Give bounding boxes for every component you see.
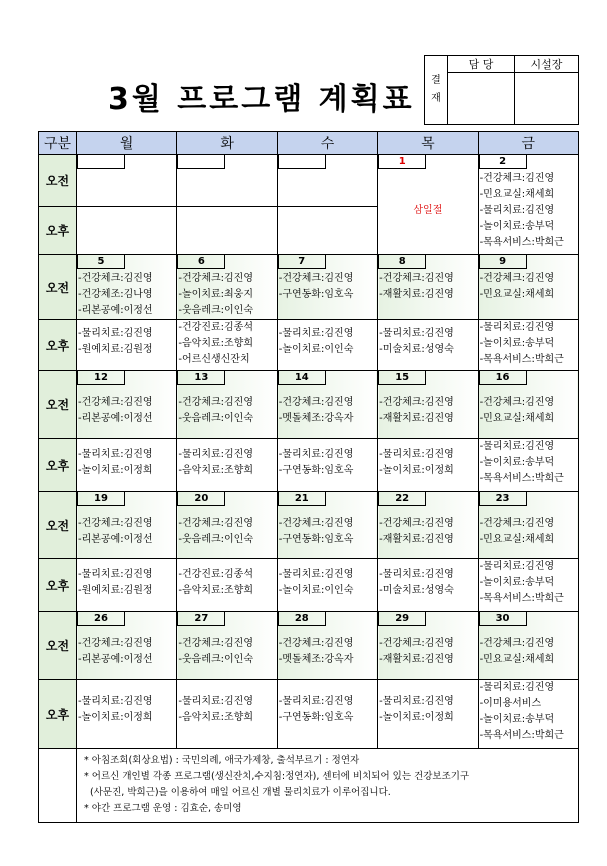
program-line: -물리치료:김진영 <box>479 322 555 333</box>
date-box: 23 <box>479 492 527 506</box>
program-line: -물리치료:김진영 <box>278 569 354 580</box>
program-line: -건강체크:김진영 <box>379 397 454 408</box>
program-line: -놀이치료:이정희 <box>379 712 454 723</box>
approval-side-label: 결 재 <box>425 56 448 125</box>
program-line: -민요교실:채세희 <box>479 413 555 424</box>
date-box: 26 <box>77 612 125 626</box>
program-line: -구연동화:임호옥 <box>278 465 354 476</box>
day-cell <box>378 439 478 492</box>
day-cell <box>177 559 277 612</box>
week4-pm-row <box>39 559 579 612</box>
program-line: -놀이치료:이정희 <box>78 465 153 476</box>
program-line: -건강체크:김진영 <box>178 397 253 408</box>
program-line: -민요교실:채세희 <box>479 534 555 545</box>
program-line: -민요교실:채세희 <box>479 654 555 665</box>
date-box <box>177 155 225 169</box>
day-cell <box>378 612 478 680</box>
program-line: -물리치료:김진영 <box>479 682 555 693</box>
program-line: -물리치료:김진영 <box>78 696 153 707</box>
week4-am-row <box>39 492 579 559</box>
day-cell <box>77 612 177 680</box>
note-line: (사문진, 박희근)을 이용하여 매일 어르신 개별 물리치료가 이루어집니다. <box>84 787 391 798</box>
program-line: -건강체크:김진영 <box>278 638 354 649</box>
day-cell <box>177 492 277 559</box>
notes-cell <box>77 749 579 823</box>
program-line: -물리치료:김진영 <box>278 449 354 460</box>
program-line: -건강체크:김진영 <box>278 273 354 284</box>
date-box <box>77 155 125 169</box>
header-wed: 수 <box>277 132 377 155</box>
program-line: -웃음레크:이인숙 <box>178 413 253 424</box>
day-cell <box>478 559 578 612</box>
day-cell <box>77 439 177 492</box>
date-box: 27 <box>177 612 225 626</box>
program-line: -웃음레크:이인숙 <box>178 534 253 545</box>
header-gubun: 구분 <box>39 132 77 155</box>
program-line: -멧돌체조:강옥자 <box>278 654 354 665</box>
program-line: -구연동화:임호옥 <box>278 712 354 723</box>
notes-label <box>39 749 77 823</box>
program-line: -웃음레크:이인숙 <box>178 654 253 665</box>
program-line: -건강체크:김진영 <box>379 638 454 649</box>
week1-am-row <box>39 155 579 207</box>
date-box: 12 <box>77 371 125 385</box>
row-label-am: 오전 <box>39 255 77 320</box>
program-line: -물리치료:김진영 <box>78 449 153 460</box>
program-line: -물리치료:김진영 <box>379 449 454 460</box>
program-line: -민요교실:채세희 <box>479 289 555 300</box>
program-line: -목욕서비스:박희근 <box>479 593 564 604</box>
program-line: -구연동화:임호옥 <box>278 534 354 545</box>
date-box: 29 <box>378 612 426 626</box>
row-label-am: 오전 <box>39 492 77 559</box>
program-line: -재활치료:김진영 <box>379 289 454 300</box>
program-line: -물리치료:김진영 <box>479 205 555 216</box>
program-line: -물리치료:김진영 <box>379 696 454 707</box>
program-line: -건강체조:김나영 <box>78 289 153 300</box>
holiday-cell <box>378 155 478 255</box>
day-cell <box>378 255 478 320</box>
week2-pm-row <box>39 320 579 371</box>
program-line: -건강체크:김진영 <box>479 638 555 649</box>
program-line: -건강체크:김진영 <box>178 273 253 284</box>
header-tue: 화 <box>177 132 277 155</box>
program-line: -건강체크:김진영 <box>78 638 153 649</box>
day-cell <box>478 439 578 492</box>
program-line: -어르신생신잔치 <box>178 354 250 365</box>
approval-sign-staff <box>448 73 515 125</box>
row-label-am: 오전 <box>39 612 77 680</box>
row-label-pm: 오후 <box>39 680 77 749</box>
program-line: -웃음레크:이인숙 <box>178 305 253 316</box>
program-line: -물리치료:김진영 <box>178 696 253 707</box>
program-line: -놀이치료:이정희 <box>78 712 153 723</box>
day-cell <box>478 492 578 559</box>
row-label-am: 오전 <box>39 371 77 439</box>
date-box: 19 <box>77 492 125 506</box>
program-line: -놀이치료:송부덕 <box>479 221 555 232</box>
program-line: -건강체크:김진영 <box>78 397 153 408</box>
program-line: -멧돌체조:강옥자 <box>278 413 354 424</box>
date-box: 22 <box>378 492 426 506</box>
program-line: -놀이치료:송부덕 <box>479 457 555 468</box>
day-cell <box>378 559 478 612</box>
program-line: -재활치료:김진영 <box>379 534 454 545</box>
day-cell <box>77 155 177 207</box>
day-cell <box>177 255 277 320</box>
program-line: -건강체크:김진영 <box>479 518 555 529</box>
date-box: 28 <box>278 612 326 626</box>
program-line: -건강체크:김진영 <box>479 173 555 184</box>
program-line: -리본공예:이정선 <box>78 654 153 665</box>
day-cell <box>277 439 377 492</box>
day-cell <box>277 255 377 320</box>
program-line: -민요교실:채세희 <box>479 189 555 200</box>
day-cell <box>77 255 177 320</box>
day-cell <box>478 680 578 749</box>
note-line: * 야간 프로그램 운영 : 김효순, 송미영 <box>84 803 242 814</box>
page-title: 3월 프로그램 계획표 <box>108 82 415 117</box>
date-box: 30 <box>479 612 527 626</box>
program-line: -음악치료:조향희 <box>178 712 253 723</box>
notes-row <box>39 749 579 823</box>
program-line: -리본공예:이정선 <box>78 305 153 316</box>
program-line: -음악치료:조향희 <box>178 338 253 349</box>
schedule-table <box>38 131 579 823</box>
program-line: -건강체크:김진영 <box>178 518 253 529</box>
day-cell <box>478 155 578 255</box>
program-line: -목욕서비스:박희근 <box>479 473 564 484</box>
approval-col-staff: 담 당 <box>448 56 515 73</box>
day-cell <box>77 492 177 559</box>
program-line: -건강체크:김진영 <box>78 273 153 284</box>
row-label-pm: 오후 <box>39 559 77 612</box>
holiday-label: 삼일절 <box>413 205 443 216</box>
program-line: -놀이치료:이인숙 <box>278 344 354 355</box>
day-cell <box>77 371 177 439</box>
program-line: -구연동화:임호옥 <box>278 289 354 300</box>
day-cell <box>277 320 377 371</box>
row-label-pm: 오후 <box>39 207 77 255</box>
program-line: -목욕서비스:박희근 <box>479 237 564 248</box>
row-label-am: 오전 <box>39 155 77 207</box>
program-line: -놀이치료:송부덕 <box>479 338 555 349</box>
program-line: -리본공예:이정선 <box>78 413 153 424</box>
day-cell <box>277 371 377 439</box>
program-line: -건강체크:김진영 <box>379 518 454 529</box>
header-thu: 목 <box>378 132 478 155</box>
date-box: 8 <box>378 255 426 269</box>
day-cell <box>177 155 277 207</box>
date-box: 20 <box>177 492 225 506</box>
approval-sign-director <box>515 73 579 125</box>
day-cell <box>277 207 377 255</box>
program-line: -건강체크:김진영 <box>479 273 555 284</box>
day-cell <box>177 439 277 492</box>
program-line: -물리치료:김진영 <box>78 328 153 339</box>
row-label-pm: 오후 <box>39 439 77 492</box>
program-line: -재활치료:김진영 <box>379 413 454 424</box>
approval-box <box>424 55 579 125</box>
day-cell <box>77 680 177 749</box>
day-cell <box>378 371 478 439</box>
date-box: 6 <box>177 255 225 269</box>
header-fri: 금 <box>478 132 578 155</box>
note-line: * 아침조회(회상요법) : 국민의례, 애국가제창, 출석부르기 : 정연자 <box>84 755 360 766</box>
day-cell <box>177 371 277 439</box>
week5-am-row <box>39 612 579 680</box>
date-box: 13 <box>177 371 225 385</box>
program-line: -물리치료:김진영 <box>379 328 454 339</box>
program-line: -목욕서비스:박희근 <box>479 730 564 741</box>
week3-am-row <box>39 371 579 439</box>
date-box: 1 <box>378 155 426 169</box>
day-cell <box>478 612 578 680</box>
program-line: -건강체크:김진영 <box>379 273 454 284</box>
program-line: -놀이치료:송부덕 <box>479 577 555 588</box>
day-cell <box>177 612 277 680</box>
day-cell <box>378 320 478 371</box>
program-line: -음악치료:조향희 <box>178 585 253 596</box>
program-line: -이미용서비스 <box>479 698 542 709</box>
date-box: 21 <box>278 492 326 506</box>
program-line: -원예치료:김원정 <box>78 585 153 596</box>
date-box: 9 <box>479 255 527 269</box>
day-cell <box>177 207 277 255</box>
program-line: -건강체크:김진영 <box>278 397 354 408</box>
program-line: -건강체크:김진영 <box>78 518 153 529</box>
program-line: -놀이치료:이인숙 <box>278 585 354 596</box>
day-cell <box>177 680 277 749</box>
program-line: -놀이치료:이정희 <box>379 465 454 476</box>
program-line: -물리치료:김진영 <box>278 328 354 339</box>
day-cell <box>77 207 177 255</box>
day-cell <box>277 559 377 612</box>
date-box: 7 <box>278 255 326 269</box>
day-cell <box>378 492 478 559</box>
date-box: 5 <box>77 255 125 269</box>
program-line: -물리치료:김진영 <box>78 569 153 580</box>
program-line: -미술치료:성영숙 <box>379 344 454 355</box>
date-box: 16 <box>479 371 527 385</box>
day-cell <box>277 612 377 680</box>
day-cell <box>277 492 377 559</box>
program-line: -물리치료:김진영 <box>479 561 555 572</box>
program-line: -목욕서비스:박희근 <box>479 354 564 365</box>
program-line: -리본공예:이정선 <box>78 534 153 545</box>
day-cell <box>177 320 277 371</box>
program-line: -재활치료:김진영 <box>379 654 454 665</box>
week5-pm-row <box>39 680 579 749</box>
program-line: -건강진료:김종석 <box>178 322 253 333</box>
date-box <box>278 155 326 169</box>
row-label-pm: 오후 <box>39 320 77 371</box>
day-cell <box>277 680 377 749</box>
program-line: -물리치료:김진영 <box>479 441 555 452</box>
program-line: -음악치료:조향희 <box>178 465 253 476</box>
day-cell <box>77 320 177 371</box>
program-line: -물리치료:김진영 <box>178 449 253 460</box>
program-line: -건강체크:김진영 <box>479 397 555 408</box>
day-cell <box>277 155 377 207</box>
day-cell <box>478 371 578 439</box>
program-line: -건강진료:김종석 <box>178 569 253 580</box>
note-line: * 어르신 개인별 각종 프로그램(생신잔치,수지침:정연자), 센터에 비치되어 있는 건강보조기구 <box>84 771 470 782</box>
day-cell <box>378 680 478 749</box>
header-row <box>39 132 579 155</box>
day-cell <box>478 255 578 320</box>
header-mon: 월 <box>77 132 177 155</box>
week2-am-row <box>39 255 579 320</box>
program-line: -놀이치료:최웅지 <box>178 289 253 300</box>
day-cell <box>478 320 578 371</box>
program-line: -놀이치료:송부덕 <box>479 714 555 725</box>
day-cell <box>77 559 177 612</box>
program-line: -물리치료:김진영 <box>278 696 354 707</box>
approval-col-director: 시설장 <box>515 56 579 73</box>
program-line: -건강체크:김진영 <box>178 638 253 649</box>
program-line: -원예치료:김원정 <box>78 344 153 355</box>
program-line: -미술치료:성영숙 <box>379 585 454 596</box>
program-line: -건강체크:김진영 <box>278 518 354 529</box>
program-line: -물리치료:김진영 <box>379 569 454 580</box>
week3-pm-row <box>39 439 579 492</box>
date-box: 14 <box>278 371 326 385</box>
date-box: 15 <box>378 371 426 385</box>
date-box: 2 <box>479 155 527 169</box>
